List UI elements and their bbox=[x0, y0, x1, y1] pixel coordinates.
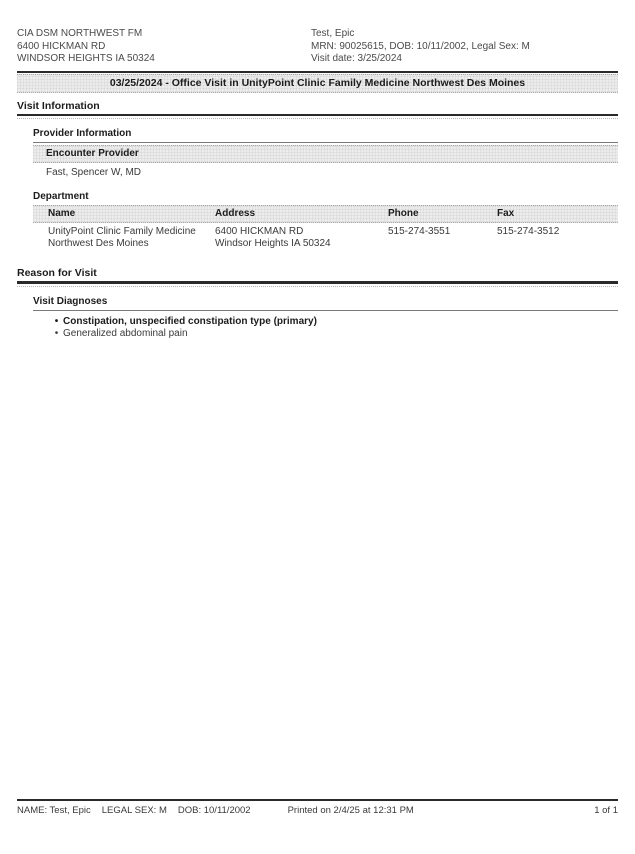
footer-patient-name: NAME: Test, Epic bbox=[17, 805, 91, 816]
department-name-line2: Northwest Des Moines bbox=[48, 238, 149, 249]
column-header-name: Name bbox=[48, 208, 76, 219]
column-header-fax: Fax bbox=[497, 208, 515, 219]
subsection-heading-provider-information: Provider Information bbox=[33, 128, 618, 143]
column-header-phone: Phone bbox=[388, 208, 419, 219]
clinic-name: CIA DSM NORTHWEST FM bbox=[17, 28, 143, 39]
patient-mrn-dob-sex: MRN: 90025615, DOB: 10/11/2002, Legal Sex: M bbox=[311, 40, 530, 52]
encounter-provider-header-row: Encounter Provider bbox=[33, 145, 618, 163]
department-name-line1: UnityPoint Clinic Family Medicine bbox=[48, 226, 196, 237]
section-heading-visit-information: Visit Information bbox=[17, 99, 100, 112]
visit-date: Visit date: 3/25/2024 bbox=[311, 53, 402, 64]
bullet-icon: • bbox=[54, 315, 59, 327]
patient-name: Test, Epic bbox=[311, 28, 355, 39]
visit-information-body bbox=[33, 128, 618, 250]
department-phone-cell: 515-274-3551 bbox=[388, 226, 451, 237]
diagnosis-item bbox=[33, 328, 618, 341]
diagnosis-item-primary bbox=[33, 316, 618, 329]
header-divider-rule bbox=[17, 71, 618, 73]
footer-printed-timestamp: Printed on 2/4/25 at 12:31 PM bbox=[287, 805, 414, 816]
visit-diagnoses-list bbox=[33, 316, 618, 341]
document-title: 03/25/2024 - Office Visit in UnityPoint Clinic Family Medicine Northwest Des Moines bbox=[17, 74, 618, 93]
department-address-line1: 6400 HICKMAN RD bbox=[215, 226, 304, 237]
subsection-heading-visit-diagnoses: Visit Diagnoses bbox=[33, 296, 618, 311]
department-table-header bbox=[33, 205, 618, 223]
document-footer bbox=[17, 799, 618, 816]
department-fax-cell: 515-274-3512 bbox=[497, 226, 560, 237]
footer-divider-rule bbox=[17, 799, 618, 801]
column-header-address: Address bbox=[215, 208, 256, 219]
footer-page-number: 1 of 1 bbox=[594, 805, 618, 816]
clinic-city-state-zip: WINDSOR HEIGHTS IA 50324 bbox=[17, 53, 155, 64]
department-name-cell bbox=[33, 226, 215, 250]
footer-dob: DOB: 10/11/2002 bbox=[177, 805, 251, 816]
department-address-cell bbox=[215, 226, 388, 250]
reason-for-visit-dotted-rule bbox=[17, 286, 618, 287]
patient-info-block bbox=[311, 28, 618, 66]
document-header bbox=[17, 28, 618, 66]
visit-information-rule bbox=[17, 114, 618, 117]
reason-for-visit-rule bbox=[17, 281, 618, 284]
department-address-line2: Windsor Heights IA 50324 bbox=[215, 238, 331, 249]
clinic-street: 6400 HICKMAN RD bbox=[17, 40, 106, 52]
encounter-provider-value: Fast, Spencer W, MD bbox=[46, 167, 142, 178]
footer-text-row bbox=[17, 805, 618, 816]
department-table-row bbox=[33, 226, 618, 250]
document-page bbox=[17, 28, 618, 341]
reason-for-visit-body bbox=[33, 296, 618, 341]
clinic-address-block bbox=[17, 28, 311, 66]
visit-information-dotted-rule bbox=[17, 118, 618, 119]
subsection-heading-department: Department bbox=[33, 191, 89, 202]
section-heading-reason-for-visit: Reason for Visit bbox=[17, 267, 97, 279]
footer-legal-sex: LEGAL SEX: M bbox=[101, 805, 167, 816]
diagnosis-text: Generalized abdominal pain bbox=[63, 328, 188, 339]
diagnosis-text: Constipation, unspecified constipation type (primary) bbox=[63, 315, 317, 327]
bullet-icon: • bbox=[54, 328, 59, 339]
